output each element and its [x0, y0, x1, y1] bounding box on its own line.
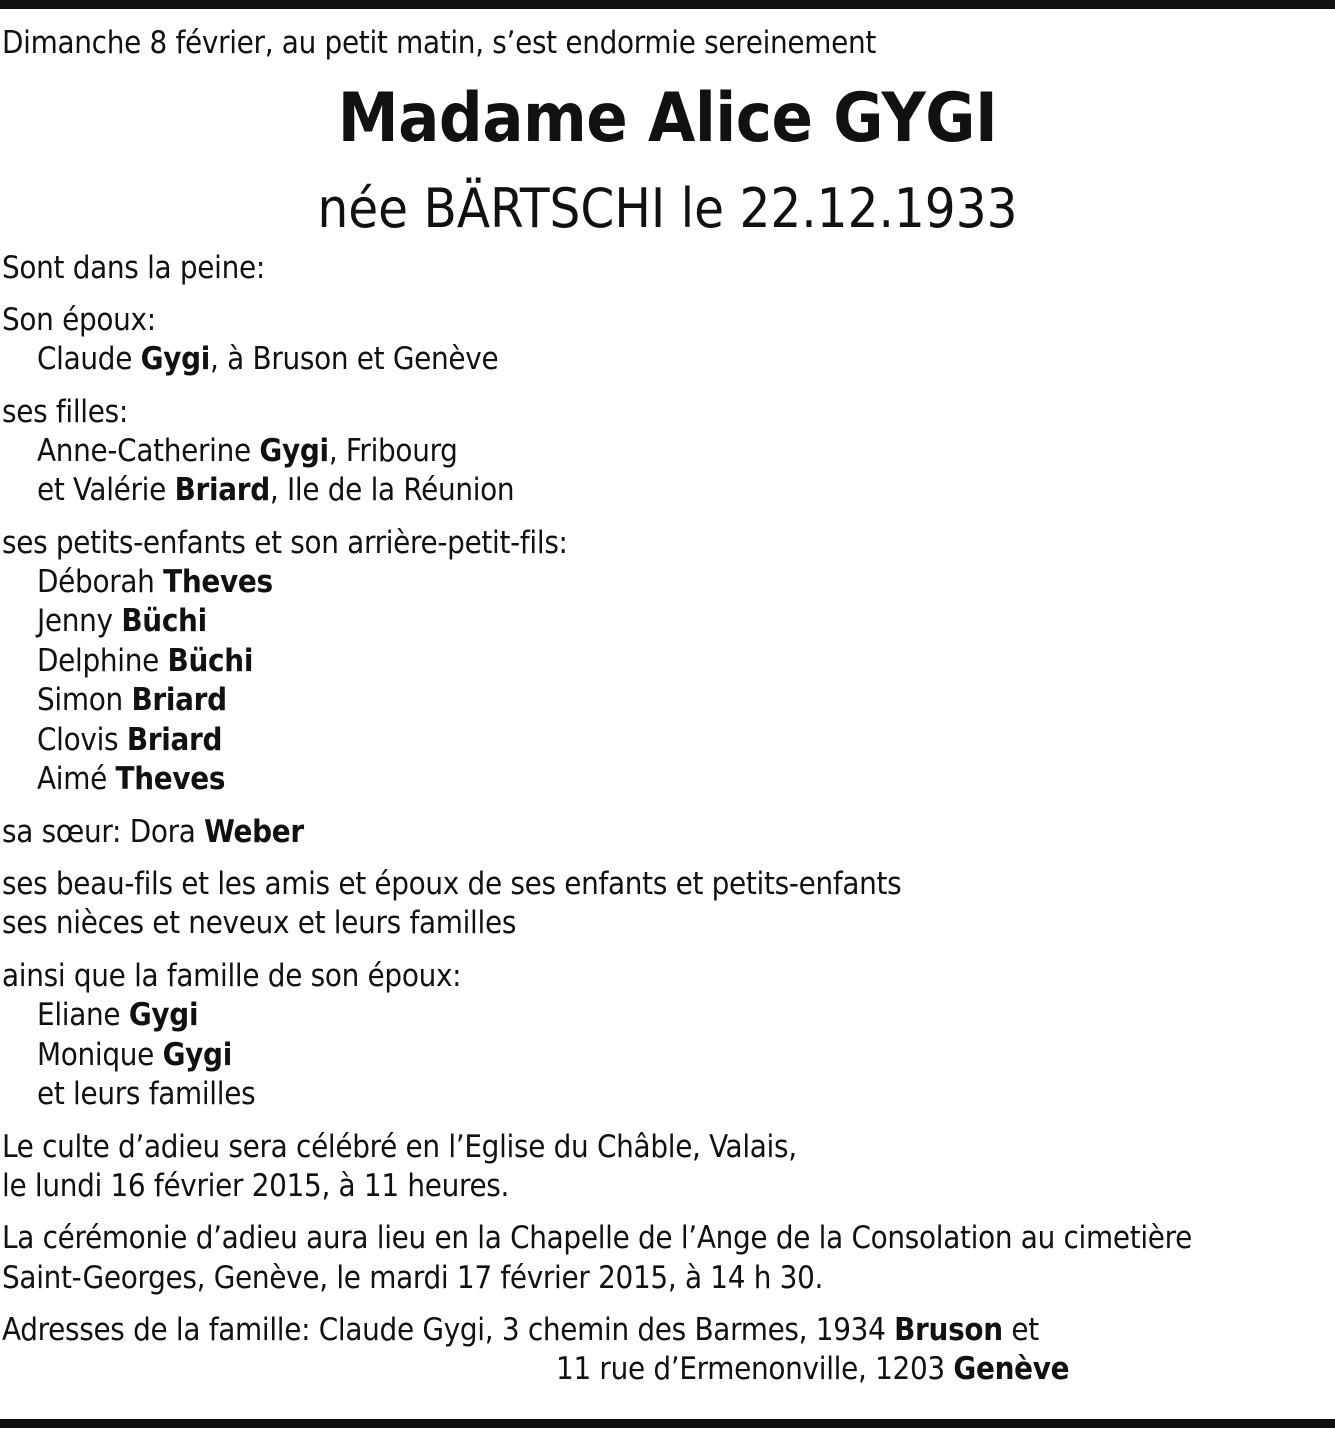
deceased-name: Madame Alice GYGI	[337, 79, 998, 158]
spouse-family-entry: Monique Gygi	[37, 1037, 232, 1073]
farewell-line: Saint-Georges, Genève, le mardi 17 février 2015, à 14 h 30.	[2, 1260, 824, 1296]
grandchild-entry: Jenny Büchi	[37, 603, 207, 639]
extended-family-line: ses nièces et neveux et leurs familles	[2, 905, 517, 941]
spouse-family-end: et leurs familles	[37, 1076, 256, 1112]
spouse-family-heading: ainsi que la famille de son époux:	[2, 958, 462, 994]
birth-line: née BÄRTSCHI le 22.12.1933	[317, 177, 1018, 240]
address-line: 11 rue d’Ermenonville, 1203 Genève	[556, 1351, 1070, 1387]
daughters-heading: ses filles:	[2, 394, 128, 430]
bottom-rule	[0, 1419, 1335, 1428]
extended-family-line: ses beau-fils et les amis et époux de ses enfants et petits-enfants	[2, 866, 902, 902]
service-line: le lundi 16 février 2015, à 11 heures.	[2, 1168, 510, 1204]
grandchild-entry: Déborah Theves	[37, 564, 273, 600]
grandchildren-heading: ses petits-enfants et son arrière-petit-fils:	[2, 525, 568, 561]
spouse-heading: Son époux:	[2, 302, 156, 338]
grandchild-entry: Simon Briard	[37, 682, 227, 718]
grandchild-entry: Clovis Briard	[37, 722, 223, 758]
spouse-family-entry: Eliane Gygi	[37, 997, 199, 1033]
spouse-entry: Claude Gygi, à Bruson et Genève	[37, 341, 499, 377]
service-line: Le culte d’adieu sera célébré en l’Eglise du Châble, Valais,	[2, 1129, 797, 1165]
grandchild-entry: Delphine Büchi	[37, 643, 254, 679]
daughter-entry: et Valérie Briard, Ile de la Réunion	[37, 472, 515, 508]
address-line: Adresses de la famille: Claude Gygi, 3 chemin des Barmes, 1934 Bruson et	[2, 1312, 1039, 1348]
mourners-heading: Sont dans la peine:	[2, 250, 265, 286]
sister-entry: sa sœur: Dora Weber	[2, 814, 304, 850]
intro-line: Dimanche 8 février, au petit matin, s’est endormie sereinement	[2, 25, 877, 61]
daughter-entry: Anne-Catherine Gygi, Fribourg	[37, 433, 458, 469]
farewell-line: La cérémonie d’adieu aura lieu en la Chapelle de l’Ange de la Consolation au cimetière	[2, 1220, 1193, 1256]
grandchild-entry: Aimé Theves	[37, 761, 226, 797]
top-rule	[0, 0, 1335, 9]
